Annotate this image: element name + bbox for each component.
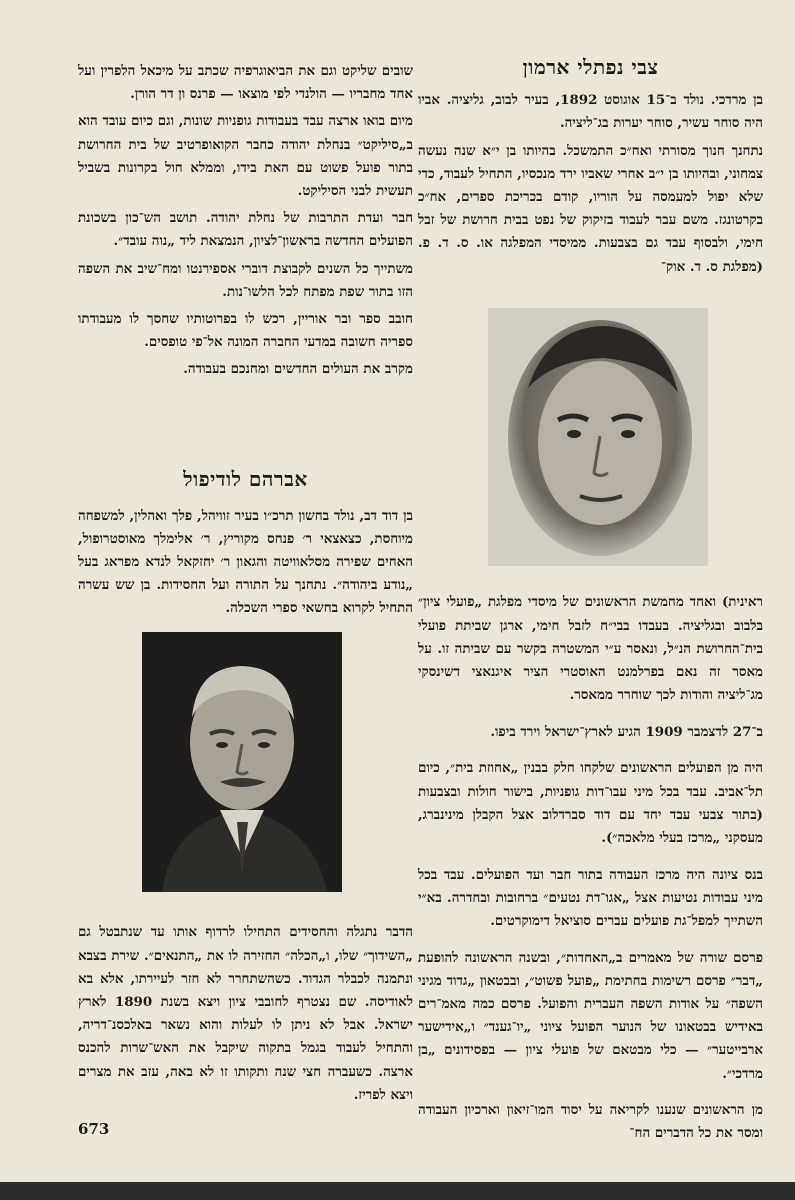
left-column-middle — [78, 468, 413, 634]
paragraph: בן מרדכי. נולד ב־15 אוגוסט 1892, בעיר לבוב, גליציה. אביו היה סוחר עשיר, סוחר יערות בג־ליציה. — [418, 92, 764, 132]
portrait-photo-lodipol — [142, 632, 342, 892]
paragraph: ב־27 לדצמבר 1909 הגיע לארץ־ישראל וירד ביפו. — [490, 723, 763, 740]
paragraph: משתייך כל השנים לקבוצת דוברי אספירנטו ומח־שיב את השפה הזו בתור שפת מפתח לכל הלשו־נות. — [78, 260, 413, 300]
paragraph: מיום בואו ארצה עבד בעבודות גופניות שונות, וגם כיום עובד הוא ב„סיליקט״ בנחלת יהודה כחבר הקואופרטיב של בית החרושת בתור פועל פשוט עם האת בידו, וממלא חול בקרונות בשביל תעשית לבני הסיליקט. — [78, 113, 413, 200]
right-column-bottom — [418, 578, 763, 1159]
heading-tzvi-naftali-armon: צבי נפתלי ארמון — [522, 55, 659, 79]
bottom-edge-bar — [0, 1182, 795, 1200]
paragraph: שובים שליקט וגם את הביאוגרפיה שכתב על מיכאל הלפרין ועל אחד מחבריו — הולנדי לפי מוצאו — פרנס ון דר הורן. — [78, 63, 413, 103]
paragraph: היה מן הפועלים הראשונים שלקחו חלק בבנין „אחוזת בית״, כיום תל־אביב. עבד בכל מיני עבו־דות גופניות, בישור חולות ובצבעות (בתור צבעי עבד יחד עם דוד סברדלוב אצל הקבלן מינינברג, מעסקני „מרכז בעלי מלאכה״). — [418, 760, 763, 846]
paragraph: חובב ספר ובר אוריין, רכש לו בפרוטותיו שחסך לו מעבודתו ספריה חשובה במדעי החברה המונה אל־פי טופסים. — [78, 311, 413, 351]
paragraph: מן הראשונים שנענו לקריאה על יסוד המו־זיאון וארכיון העבודה ומסר את כל הדברים הח־ — [418, 1102, 763, 1142]
paragraph: חבר ועדת התרבות של נחלת יהודה. תושב הש־כון בשכונת הפועלים החדשה בראשון־לציון, הנמצאת ליד „נוה עובד״. — [78, 210, 413, 250]
right-column-top — [418, 56, 763, 283]
paragraph: פרסם שורה של מאמרים ב„האחדות״, ובשנה הראשונה להופעת „דבר״ פרסם רשימות בחתימת „פועל פשוט״, ובבטאון „גדוד מגיני השפה״ על אודות השפה העברית והפועל. פרסם כמה מאמ־רים באידיש בבטאונו של הנוער הפועל ציוני „יו־גענד״ ו„אידישער ארבייטער״ — כלי מבטאם של פועלי ציון — בפסידונים „בן מרדכי״. — [418, 949, 763, 1082]
left-column-top — [78, 60, 413, 386]
page-number: 673 — [78, 1120, 110, 1138]
portrait-photo-armon — [488, 308, 708, 566]
left-column-bottom — [78, 908, 413, 1120]
heading-avraham-lodipol: אברהם לודיפול — [183, 467, 308, 491]
paragraph: ראינית) ואחד מחמשת הראשונים של מיסדי מפלגת „פועלי ציון״ בלבוב ובגליציה. בעבדו בבי״ח לזבל חימי, ארגן שביתת פועלי בית־החרושת הנ״ל, ונאסר ע״י המשטרה בקשר עם שביתה זו. על מאסר זה נאם בפרלמנט האוסטרי הציר איגנאצי דשינסקי מג־ליציה והודות לכך שוחרר ממאסר. — [418, 594, 763, 704]
paragraph: מקרב את העולים החדשים ומחנכם בעבודה. — [183, 361, 413, 378]
paragraph: נתחנך חנוך מסורתי ואח״כ התמשכל. בהיותו בן י״א שנה נעשה צמחוני, ובהיותו בן י״ב אחרי שאביו ירד מנכסיו, התחיל לעבוד, כדי שלא יפול למעמסה על הוריו, קודם בכריכת ספרים, אח״כ בקרטונגז. משם עבר לעבוד בזיקוק של נפט בבית חרושת של זבל חימי, ולבסוף עבד גם בצבעות. ממיסדי המפלגה או. ס. ד. פ. (מפלגת ס. ד. אוק־ — [418, 142, 763, 275]
paragraph: בן דוד דב, נולד בחשון תרכ״ו בעיר זוויהל, פלך ואהלין, למשפחה מיוחסת, כצאצאי ר׳ פנחס מקוריץ, ר׳ אלימלך מאוסטרופול, האחים שפירה מסלאוויטה והגאון ר׳ יחזקאל לנדא מפראג בעל „נודע ביהודה״. נתחנך על התורה ועל החסידות. בן שש עשרה התחיל לקרוא בחשאי ספרי השכלה. — [78, 507, 413, 617]
paragraph: הדבר נתגלה והחסידים התחילו לרדוף אותו עד שנתבטל גם „השידוך״ שלו, ו„הכלה״ החזירה לו את „התנאים״. שירת בצבא ונתמנה לכבלר הגדוד. כשהשתחרר לא חזר לעיירתו, אלא בא לאודיסה. שם נצטרף לחובבי ציון ויצא בשנת 1890 לארץ ישראל. אבל לא ניתן לו לעלות והוא נשאר באלכסנ־דריה, והתחיל לעבוד בגמל בתקוה שיקבל את האש־שרות להכנס ארצה. כשעברה חצי שנה ותקותו זו לא באה, עזב את מצרים ויצא לפריז. — [78, 924, 413, 1103]
paragraph: בנס ציונה היה מרכז העבודה בתור חבר ועד הפועלים. עבד בכל מיני עבודות נטיעות אצל „אגו־דת נטעים״ ברחובות ובחדרה. בא״י השתייך למפל־גת פועלים עברים סוציאל דימוקרטים. — [418, 866, 763, 929]
